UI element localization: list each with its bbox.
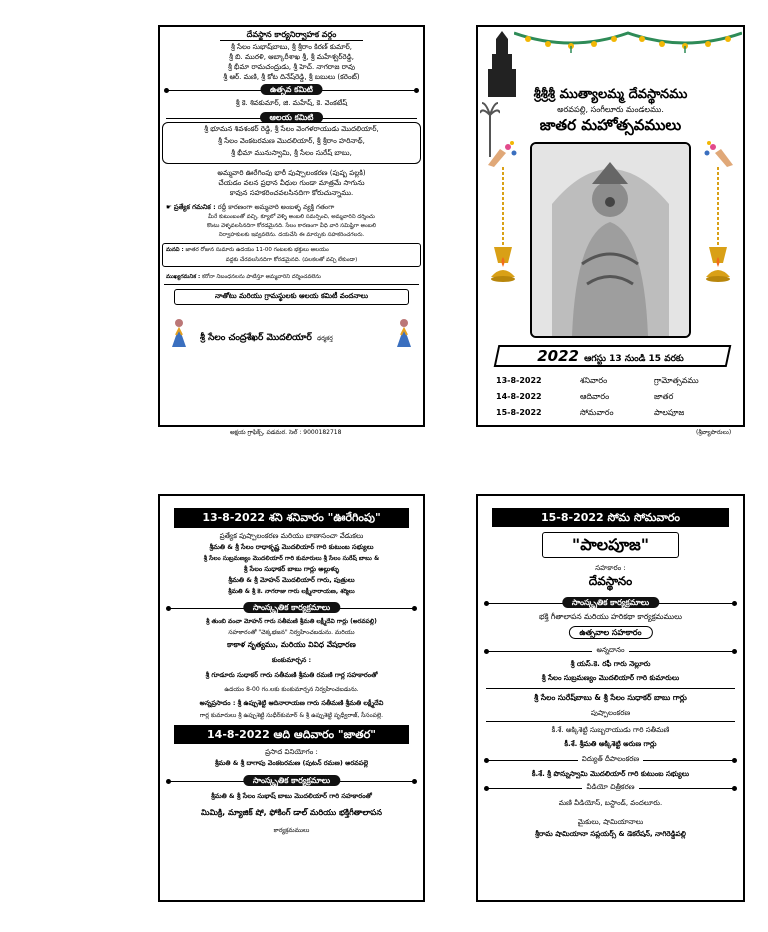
- divider-dot: [414, 88, 419, 93]
- schedule-date: 15-8-2022: [496, 408, 542, 417]
- special-note-line: మీరే కుటుంబంతో వచ్చి, క్యూలో వెళ్ళి అంబలి సమర్పించి, అమ్మవారిని దర్శించు: [208, 214, 375, 220]
- video-label: వీడియో చిత్రీకరణ: [582, 783, 638, 791]
- palapuja-title: "పాలపూజ": [571, 535, 650, 554]
- utsava-committee-label: ఉత్సవ కమిటి: [260, 84, 323, 95]
- aruna-line: కీ.శే. శ్రీమతి అక్కిశెట్టి అరుణ గార్లు: [564, 740, 657, 748]
- prasada-label: ప్రసాద వినియోగం :: [265, 748, 318, 756]
- alaya-line: శ్రీ భీమా మునుస్వామి, శ్రీ సేలం సురేష్ బాబు,: [231, 149, 352, 157]
- cultural-label: సాంస్కృతిక కార్యక్రమాలు: [562, 597, 659, 608]
- special-note-row: [166, 203, 423, 212]
- festival-year: 2022: [537, 347, 579, 365]
- day3-header: 15-8-2022 సోమ సోమవారం: [492, 508, 729, 527]
- prasada-line: శ్రీమతి & శ్రీ దాగాపు వెంకటరమణ (పుటన్ రమణ) అరవపల్లె: [214, 759, 369, 767]
- day1-line: శ్రీమతి & శ్రీ సేలం రాధాకృష్ణ మొదలియార్ గారి కుటుంబ సభ్యులు: [209, 543, 374, 551]
- note-text: జాతర రోజున సుమారు ఉదయం 11-00 గంటలకు భక్తులు ఆలయం: [185, 247, 329, 253]
- divider-dot: [166, 606, 171, 611]
- day1-cultural-line: శ్రీ గూడూరు సుధాకర్ గారు సతీమణి శ్రీమతి రమణి గార్ల సహకారంతో: [205, 671, 378, 679]
- special-note-text: రద్దీ కారణంగా అమ్మవారి అంబళ్ళ వ్యక్తి గతంగా: [217, 203, 335, 211]
- day1-day2-program-panel: [158, 494, 425, 902]
- note-label: మనవి :: [166, 247, 184, 253]
- day1-line: ప్రత్యేక పుష్పాలంకరణ మరియు బాణాసంచా వేడుకలు: [219, 532, 364, 540]
- divider-dot: [164, 88, 169, 93]
- ponnuswamy-line: కీ.శే. శ్రీ పొన్నుస్వామి మొదలియార్ గారి కుటుంబ సభ్యులు: [531, 770, 690, 778]
- annaprasadam-line: గార్ల కుమారులు శ్రీ ఉప్పుశెట్టి సుధీర్‌కుమార్ & శ్రీ ఉప్పుశెట్టి పృధ్వీరాజ్, సీసంపల్లె.: [199, 712, 384, 719]
- subbarayudu-line: కీ.శే. అక్కిశెట్టి సుబ్బరాయుడు గారి సతీమణి: [551, 726, 670, 734]
- kumkumarchana-label: కుంకుమార్చన :: [271, 656, 312, 664]
- schedule-event: జాతర: [654, 392, 674, 401]
- temple-name: శ్రీశ్రీశ్రీ ముత్యాలమ్మ దేవస్థానము: [533, 87, 688, 102]
- day1-header: 13-8-2022 శని శనివారం "ఊరేగింపు": [174, 508, 409, 528]
- divider: [164, 284, 419, 285]
- day1-cultural-line: సహకారంతో "చెక్కభజన" నిర్వహించబడును. మరియు: [228, 629, 355, 636]
- annadanam-line: శ్రీ యస్.కె. రఫీ గారు నెల్లూరు: [570, 660, 651, 668]
- day2-cultural-line: కార్యక్రమములు: [273, 827, 310, 834]
- day1-cultural-line: ఉదయం 8-00 గం.లకు కుంకుమార్చన నిర్వహించబడును.: [224, 686, 359, 693]
- committee-line: శ్రీ భీమా రామచంద్రుడు, శ్రీ హెచ్. నాగరాజ రావు: [227, 63, 356, 71]
- alaya-committee-label: ఆలయ కమిటి: [260, 112, 324, 123]
- notice-line: కావున సహకరించవలసినదిగా కోరుచున్నాము.: [229, 189, 354, 197]
- day2-cultural-line: శ్రీమతి & శ్రీ సేలం సుభాష్ బాబు మొదలియార్ గారి సహకారంతో: [211, 792, 372, 800]
- mics-label: మైకులు, షామియానాలు: [577, 818, 644, 826]
- annadanam-row: [478, 646, 743, 655]
- festival-title: జాతర మహోత్సవములు: [539, 116, 682, 134]
- bhakti-line: భక్తి గీతాలాపన మరియు హరికథా కార్యక్రమములు: [538, 612, 683, 621]
- annaprasadam-line: అన్నప్రసాదం : శ్రీ ఉప్పుశెట్టి ఆదినారాయణ గారు సతీమణి శ్రీమతి లక్ష్మీదేవి: [199, 699, 384, 707]
- divider-dot: [412, 606, 417, 611]
- main-note-text: కరోనా నిబంధనలను పాటిస్తూ అమ్మవారిని దర్శించవలెను: [201, 274, 321, 280]
- committee-title: దేవస్థాన కార్యనిర్వాహక వర్గం: [246, 30, 337, 39]
- divider-dot: [484, 601, 489, 606]
- temple-location: అరవపల్లి, సంగీలూరు మండలము.: [557, 105, 664, 114]
- hanging-oil-lamp-icon: [703, 167, 733, 297]
- panel2-credit: (శ్రీవ్యాపారులు): [696, 429, 732, 436]
- divider-dot: [732, 601, 737, 606]
- schedule-date: 13-8-2022: [496, 376, 542, 385]
- divider-dot: [412, 779, 417, 784]
- schedule-event: గ్రామోత్సవము: [654, 376, 699, 385]
- committee-panel: [158, 25, 425, 427]
- suresh-line: శ్రీ సేలం సురేష్‌బాబు & శ్రీ సేలం సుధాకర్ బాబు గార్లు: [534, 693, 687, 702]
- schedule-day: సోమవారం: [580, 408, 614, 417]
- schedule-day: శనివారం: [580, 376, 608, 385]
- annadanam-label: అన్నదానం: [592, 646, 628, 654]
- notice-line: చేయడం వలన ప్రధాన వీధుల గుండా మాత్రమే సాగును: [218, 179, 365, 187]
- cultural-label: సాంస్కృతిక కార్యక్రమాలు: [243, 775, 340, 786]
- special-note-line: కొంటు వెళ్ళవలసినదిగా కోరడమైనది. సేలం కారణంగా వీధి వారి సమిష్టిగా అంబలి: [206, 223, 377, 229]
- day1-line: శ్రీమతి & శ్రీ మోహన్ మొదలియార్ గారు, పుత్రులు: [228, 576, 355, 584]
- utsava-support-label: ఉత్సవాల సహకారం: [568, 626, 652, 639]
- note-row: [166, 246, 423, 255]
- devasthanam: దేవస్థానం: [588, 574, 633, 588]
- flower-offering-hands-icon: [484, 139, 520, 169]
- title-underline: [220, 40, 363, 41]
- day1-line: శ్రీ సేలం సుధాకర్ బాబు గార్లు అల్లుళ్ళు: [243, 565, 340, 573]
- printer-credit: అక్షయ గ్రాఫిక్స్, పడమర. సెల్ : 9000182718: [230, 429, 342, 436]
- main-note-row: [166, 273, 423, 282]
- day1-cultural-line: కాకాళ నృత్యము, మరియు వివిధ వేషధారణ: [227, 640, 356, 649]
- goddess-photo: [530, 142, 691, 338]
- festival-cover-panel: [476, 25, 745, 427]
- special-note-label: ప్రత్యేక గమనిక :: [173, 203, 216, 211]
- committee-line: శ్రీ బి. మురళి, ఆబ్కారీశాఖ శ్రీ, శ్రీ మహేశ్వర్‌రెడ్డి,: [229, 53, 354, 61]
- folded-hands-figure-icon: [393, 317, 415, 349]
- organizer-name: శ్రీ సేలం చంద్రశేఖర్ మొదలియార్: [200, 333, 312, 343]
- marigold-garland-icon: [514, 29, 742, 55]
- main-note-label: ముఖ్యగమనిక :: [166, 274, 201, 280]
- divider: [486, 721, 735, 722]
- invite-text: నాతోటు మరియు గ్రామస్థులకు ఆలయ కమిటీ వందనాలు: [214, 292, 369, 300]
- schedule-day: ఆదివారం: [580, 392, 610, 401]
- organizer-row: [200, 325, 333, 345]
- day3-program-panel: [476, 494, 745, 902]
- alaya-line: శ్రీ భూమన శివశంకర్ రెడ్డి, శ్రీ సేలం వెంగళరాయుడు మొదలియార్,: [204, 125, 379, 133]
- deepalankarana-row: [478, 755, 743, 764]
- cultural-label: సాంస్కృతిక కార్యక్రమాలు: [243, 602, 340, 613]
- notice-line: అమ్మవారి ఊరేగింపు భారీ పుష్పాలంకరణ (పుష్ప పల్లకి): [217, 169, 366, 177]
- schedule-date: 14-8-2022: [496, 392, 542, 401]
- festival-date-range: ఆగస్టు 13 నుండి 15 వరకు: [584, 354, 684, 364]
- day2-cultural-line: మిమిక్రి, మ్యాజిక్ షో, ఫోకింగ్ డాల్ మరియు భక్తిగీతాలాపన: [201, 808, 382, 817]
- date-banner-text: [478, 346, 743, 366]
- utsava-line: శ్రీ కె. శివకుమార్, జి. మహేష్, కె. వెంకటేష్: [235, 99, 348, 107]
- committee-line: శ్రీ ఆర్. మణి, శ్రీ కోట దినేష్‌రెడ్డి, శ్రీ బబులు (కరెంట్): [223, 73, 360, 81]
- day1-line: శ్రీమతి & శ్రీ కె. నాగరాజు గారు లక్ష్మీనారాయణ, శర్మిలు: [228, 588, 355, 595]
- pointing-hand-icon: ☛: [166, 203, 172, 211]
- committee-line: శ్రీ సేలం సుభాష్‌బాబు, శ్రీ శ్రీరాం కిరణ్ కుమార్,: [230, 43, 353, 51]
- day1-line: శ్రీ సేలం సుబ్రమణ్యం మొదలియార్ గారి కుమారులు శ్రీ సేలం సురేష్ బాబు &: [203, 555, 380, 562]
- organizer-suffix: ధర్మకర్త: [316, 335, 333, 342]
- special-note-line: నిర్వాహకులకు ఇవ్వవలెను. దయచేసి ఈ మార్పుకు సహకరించగలరు.: [218, 232, 365, 238]
- sahakaram-label: సహకారం :: [595, 564, 626, 572]
- divider-dot: [166, 779, 171, 784]
- day1-cultural-line: శ్రీ తుంబి వంచా మోహన్ గారు సతీమణి శ్రీమతి లక్ష్మీదేవి గార్లు (అరవపల్లి): [206, 618, 377, 625]
- sriram-line: శ్రీరామ షామియానా సప్లయర్స్ & డెకరేషన్, నాగిరెడ్డిపల్లి: [535, 830, 686, 838]
- flower-offering-hands-icon: [701, 139, 737, 169]
- alaya-line: శ్రీ సేలం వెంకటరమణ మొదలియార్, శ్రీ శ్రీరాం హరినాథ్,: [218, 137, 365, 145]
- day2-header: 14-8-2022 ఆది ఆదివారం "జాతర": [174, 725, 409, 744]
- subramanyam-line: శ్రీ సేలం సుబ్రమణ్యం మొదలియార్ గారి కుమారులు: [541, 674, 680, 682]
- mani-videos-line: మణి వీడియోస్, బస్టాండ్, వందలూరు.: [558, 799, 663, 807]
- schedule-event: పాలపూజ: [654, 408, 685, 417]
- hanging-oil-lamp-icon: [488, 167, 518, 297]
- video-row: [478, 783, 743, 792]
- pushpalankarana-label: పుష్పాలంకరణ: [590, 709, 631, 717]
- deepalankarana-label: విద్యుత్ దీపాలంకరణ: [578, 755, 643, 763]
- goddess-idol-image: [532, 144, 689, 336]
- folded-hands-figure-icon: [168, 317, 190, 349]
- divider: [486, 688, 735, 689]
- note-line: వద్దకు చేరవలసినదిగా కోరడమైనది. (పలకలతో వచ్చి లేకుండా): [225, 257, 358, 263]
